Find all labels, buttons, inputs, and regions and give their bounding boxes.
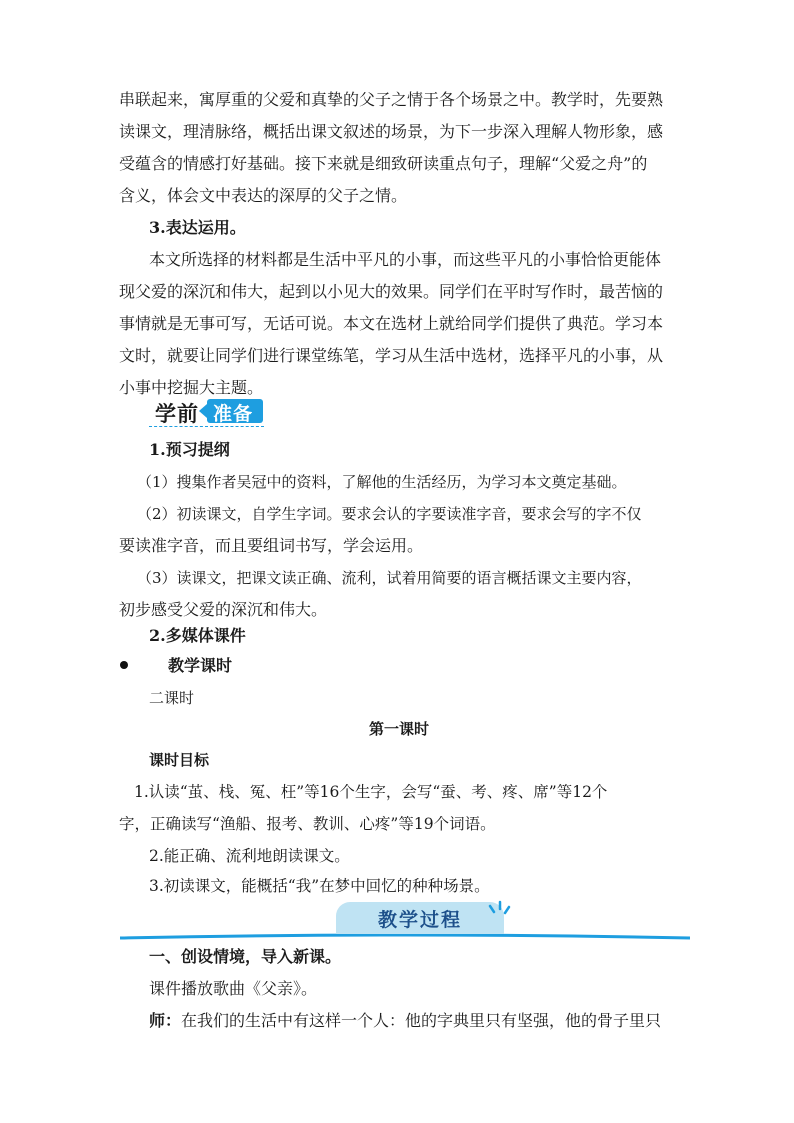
sparkle-icon	[488, 900, 512, 922]
goal-3: 3.初读课文，能概括“我”在梦中回忆的种种场景。	[149, 877, 490, 895]
goal-1-line-2: 字，正确读写“渔船、报考、教训、心疼”等19个词语。	[119, 815, 496, 833]
process-step-1: 一、创设情境，导入新课。	[149, 947, 342, 966]
intro-line-4: 含义，体会文中表达的深厚的父子之情。	[119, 186, 408, 205]
preview-item-3-line-1: （3）读课文，把课文读正确、流利，试着用简要的语言概括课文主要内容，	[137, 569, 642, 587]
expression-line-2: 现父爱的深沉和伟大，起到以小见大的效果。同学们在平时写作时，最苦恼的	[119, 282, 664, 301]
preview-item-2-line-2: 要读准字音，而且要组词书写，学会运用。	[119, 536, 424, 555]
expression-heading: 3.表达运用。	[149, 218, 246, 237]
bullet-icon	[120, 661, 128, 669]
lesson-goals-heading: 课时目标	[149, 751, 210, 769]
teacher-label: 师：	[149, 1011, 182, 1030]
intro-line-1: 串联起来，寓厚重的父爱和真挚的父子之情于各个场景之中。教学时，先要熟	[119, 90, 664, 109]
teaching-hours-label: 教学课时	[168, 656, 233, 675]
expression-line-1: 本文所选择的材料都是生活中平凡的小事，而这些平凡的小事恰恰更能体	[149, 250, 662, 269]
process-line-1: 课件播放歌曲《父亲》。	[149, 979, 318, 998]
teaching-hours-value: 二课时	[149, 689, 195, 707]
intro-line-3: 受蕴含的情感打好基础。接下来就是细致研读重点句子，理解“父爱之舟”的	[119, 154, 648, 173]
multimedia-heading: 2.多媒体课件	[149, 626, 246, 645]
preview-item-3-line-2: 初步感受父爱的深沉和伟大。	[119, 600, 328, 619]
study-prep-header	[149, 396, 264, 428]
preview-heading: 1.预习提纲	[149, 440, 230, 459]
preview-item-2-line-1: （2）初读课文，自学生字词。要求会认的字要读准字音，要求会写的字不仅	[137, 505, 642, 523]
prep-header-underline	[149, 426, 264, 427]
first-lesson-title: 第一课时	[368, 720, 429, 738]
expression-line-4: 文时，就要让同学们进行课堂练笔，学习从生活中选材，选择平凡的小事，从	[119, 346, 664, 365]
goal-2: 2.能正确、流利地朗读课文。	[149, 847, 350, 865]
expression-line-3: 事情就是无事可写，无话可说。本文在选材上就给同学们提供了典范。学习本	[119, 314, 664, 333]
expression-line-5: 小事中挖掘大主题。	[119, 378, 264, 397]
process-banner-title: 教学过程	[377, 909, 462, 931]
prep-header-part1: 学前	[155, 402, 199, 426]
teacher-text: 在我们的生活中有这样一个人：他的字典里只有坚强，他的骨子里只	[181, 1011, 662, 1030]
preview-item-1: （1）搜集作者吴冠中的资料，了解他的生活经历，为学习本文奠定基础。	[137, 473, 627, 491]
intro-line-2: 读课文，理清脉络，概括出课文叙述的场景，为下一步深入理解人物形象，感	[119, 122, 664, 141]
goal-1-line-1: 1.认读“茧、栈、冤、枉”等16个生字，会写“蚕、考、疼、席”等12个	[134, 783, 608, 801]
prep-header-part2: 准备	[213, 403, 254, 425]
teacher-dialogue	[149, 1005, 709, 1037]
